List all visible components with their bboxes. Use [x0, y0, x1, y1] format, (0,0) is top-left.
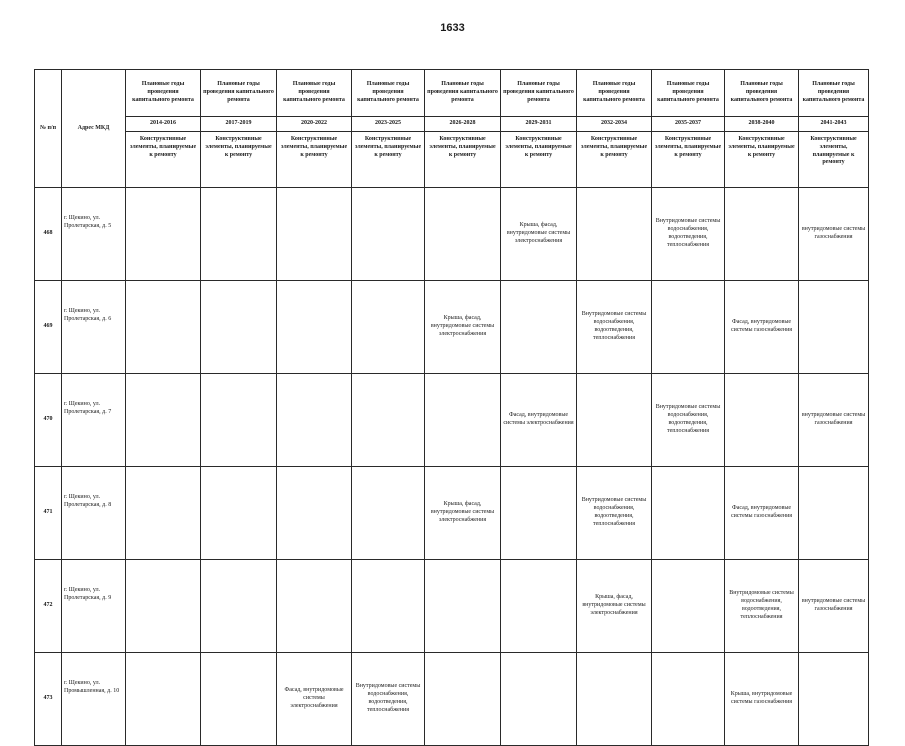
header-period-years: 2020-2022: [277, 117, 352, 132]
row-work-cell: Фасад, внутридомовые системы газоснабжения: [725, 281, 799, 374]
row-number: 473: [35, 653, 62, 746]
table-row: [35, 653, 869, 746]
row-work-cell: [352, 560, 425, 653]
header-period-note: Конструктивные элементы, планируемые к ремонту: [799, 132, 869, 188]
header-period-years: 2017-2019: [201, 117, 277, 132]
row-address: г. Щекино, ул. Пролетарская, д. 5: [62, 188, 126, 281]
row-work-cell: [425, 188, 501, 281]
row-work-cell: [577, 188, 652, 281]
row-address: г. Щекино, ул. Пролетарская, д. 9: [62, 560, 126, 653]
row-work-cell: [652, 281, 725, 374]
row-number: 468: [35, 188, 62, 281]
header-period-years: 2032-2034: [577, 117, 652, 132]
row-work-cell: Внутридомовые системы водоснабжения, водоотведения, теплоснабжения: [652, 374, 725, 467]
header-period-note: Конструктивные элементы, планируемые к ремонту: [352, 132, 425, 188]
row-work-cell: [126, 467, 201, 560]
row-work-cell: Крыша, фасад, внутридомовые системы электроснабжения: [425, 281, 501, 374]
header-period-title: Плановые годы проведения капитального ремонта: [799, 70, 869, 117]
row-work-cell: [126, 560, 201, 653]
row-work-cell: [126, 281, 201, 374]
row-work-cell: внутридомовые системы газоснабжения: [799, 374, 869, 467]
header-period-title: Плановые годы проведения капитального ремонта: [725, 70, 799, 117]
row-work-cell: Крыша, фасад, внутридомовые системы электроснабжения: [577, 560, 652, 653]
header-period-title: Плановые годы проведения капитального ремонта: [652, 70, 725, 117]
row-work-cell: Фасад, внутридомовые системы электроснабжения: [501, 374, 577, 467]
row-work-cell: Крыша, фасад, внутридомовые системы электроснабжения: [425, 467, 501, 560]
header-period-years: 2023-2025: [352, 117, 425, 132]
header-period-years: 2035-2037: [652, 117, 725, 132]
header-period-title: Плановые годы проведения капитального ремонта: [577, 70, 652, 117]
table-row: [35, 560, 869, 653]
header-period-years: 2041-2043: [799, 117, 869, 132]
header-period-title: Плановые годы проведения капитального ремонта: [425, 70, 501, 117]
row-work-cell: [277, 467, 352, 560]
page-number: 1633: [440, 22, 465, 34]
header-period-years: 2029-2031: [501, 117, 577, 132]
header-period-note: Конструктивные элементы, планируемые к ремонту: [501, 132, 577, 188]
header-period-years: 2026-2028: [425, 117, 501, 132]
row-work-cell: Крыша, внутридомовые системы газоснабжения: [725, 653, 799, 746]
row-work-cell: [201, 374, 277, 467]
row-number: 469: [35, 281, 62, 374]
row-work-cell: внутридомовые системы газоснабжения: [799, 560, 869, 653]
capital-repair-plan-table: [34, 69, 869, 746]
header-period-note: Конструктивные элементы, планируемые к ремонту: [652, 132, 725, 188]
row-work-cell: [799, 653, 869, 746]
header-period-note: Конструктивные элементы, планируемые к ремонту: [577, 132, 652, 188]
header-num: № п/п: [35, 70, 62, 188]
row-work-cell: Крыша, фасад, внутридомовые системы электроснабжения: [501, 188, 577, 281]
row-work-cell: [501, 653, 577, 746]
row-work-cell: [277, 374, 352, 467]
row-work-cell: Фасад, внутридомовые системы газоснабжения: [725, 467, 799, 560]
row-address: г. Щекино, ул. Пролетарская, д. 6: [62, 281, 126, 374]
row-work-cell: [725, 374, 799, 467]
table-row: [35, 281, 869, 374]
table-row: [35, 467, 869, 560]
row-work-cell: [501, 281, 577, 374]
row-work-cell: [501, 560, 577, 653]
row-work-cell: [126, 653, 201, 746]
row-work-cell: [425, 374, 501, 467]
row-work-cell: [501, 467, 577, 560]
row-work-cell: [577, 374, 652, 467]
table-row: [35, 374, 869, 467]
row-address: г. Щекино, ул. Промышленная, д. 10: [62, 653, 126, 746]
row-work-cell: внутридомовые системы газоснабжения: [799, 188, 869, 281]
row-work-cell: [277, 560, 352, 653]
row-work-cell: [652, 467, 725, 560]
row-work-cell: [201, 188, 277, 281]
row-work-cell: [577, 653, 652, 746]
header-period-title: Плановые годы проведения капитального ремонта: [501, 70, 577, 117]
header-period-years: 2038-2040: [725, 117, 799, 132]
row-work-cell: [652, 653, 725, 746]
row-number: 470: [35, 374, 62, 467]
row-address: г. Щекино, ул. Пролетарская, д. 7: [62, 374, 126, 467]
table-row: [35, 188, 869, 281]
header-address: Адрес МКД: [62, 70, 126, 188]
header-period-title: Плановые годы проведения капитального ремонта: [201, 70, 277, 117]
row-work-cell: [201, 467, 277, 560]
row-work-cell: [652, 560, 725, 653]
row-work-cell: [277, 188, 352, 281]
row-work-cell: [201, 653, 277, 746]
row-work-cell: [126, 188, 201, 281]
row-work-cell: [799, 467, 869, 560]
row-work-cell: [277, 281, 352, 374]
row-work-cell: [352, 467, 425, 560]
row-work-cell: [201, 560, 277, 653]
header-period-note: Конструктивные элементы, планируемые к ремонту: [277, 132, 352, 188]
row-work-cell: Внутридомовые системы водоснабжения, водоотведения, теплоснабжения: [577, 281, 652, 374]
row-work-cell: Внутридомовые системы водоснабжения, водоотведения, теплоснабжения: [577, 467, 652, 560]
row-work-cell: Внутридомовые системы водоснабжения, водоотведения, теплоснабжения: [725, 560, 799, 653]
row-work-cell: Внутридомовые системы водоснабжения, водоотведения, теплоснабжения: [652, 188, 725, 281]
row-work-cell: [425, 560, 501, 653]
row-work-cell: [425, 653, 501, 746]
header-period-years: 2014-2016: [126, 117, 201, 132]
row-work-cell: [352, 374, 425, 467]
row-work-cell: [725, 188, 799, 281]
row-work-cell: Фасад, внутридомовые системы электроснабжения: [277, 653, 352, 746]
header-period-note: Конструктивные элементы, планируемые к ремонту: [126, 132, 201, 188]
header-period-note: Конструктивные элементы, планируемые к ремонту: [725, 132, 799, 188]
row-number: 471: [35, 467, 62, 560]
row-address: г. Щекино, ул. Пролетарская, д. 8: [62, 467, 126, 560]
row-work-cell: [201, 281, 277, 374]
row-work-cell: [799, 281, 869, 374]
row-work-cell: Внутридомовые системы водоснабжения, водоотведения, теплоснабжения: [352, 653, 425, 746]
row-work-cell: [352, 281, 425, 374]
row-work-cell: [352, 188, 425, 281]
header-period-title: Плановые годы проведения капитального ремонта: [126, 70, 201, 117]
row-number: 472: [35, 560, 62, 653]
header-period-title: Плановые годы проведения капитального ремонта: [352, 70, 425, 117]
row-work-cell: [126, 374, 201, 467]
header-period-note: Конструктивные элементы, планируемые к ремонту: [425, 132, 501, 188]
header-period-title: Плановые годы проведения капитального ремонта: [277, 70, 352, 117]
header-period-note: Конструктивные элементы, планируемые к ремонту: [201, 132, 277, 188]
